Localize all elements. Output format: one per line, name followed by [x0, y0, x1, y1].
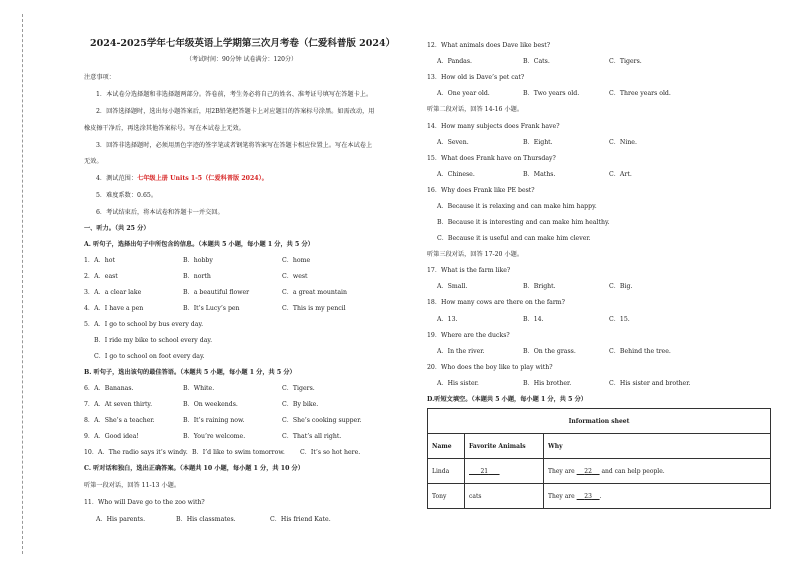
table-row	[428, 484, 771, 509]
note-3: 3．回答非选择题时，必须用黑色字迹的签字笔或者钢笔将答案写在答题卡相应位置上。写在本试卷上	[96, 142, 373, 149]
table-caption: Information sheet	[428, 409, 771, 434]
information-sheet-table	[427, 408, 771, 509]
note-6: 6．考试结束后，将本试卷和答题卡一并交回。	[96, 209, 224, 216]
section-c-sub: 听第一段对话，回答 11-13 小题。	[84, 482, 181, 489]
section-3-sub: 听第三段对话，回答 17-20 小题。	[427, 251, 524, 258]
question-16-option-c: C．Because it is useful and can make him clever.	[437, 235, 591, 242]
note-2: 2．回答选择题时，选出每小题答案后，用2B铅笔把答题卡上对应题目的答案标号涂黑。如需改动，用	[96, 108, 375, 115]
question-20: 20．Who does the boy like to play with?	[427, 364, 553, 371]
question-16: 16．Why does Frank like PE best?	[427, 187, 535, 194]
blank-23[interactable]: 23	[584, 492, 592, 500]
section-c-heading: C. 听对话和独白，选出正确答案。（本题共 10 小题，每小题 1 分，共 10 分）	[84, 465, 304, 472]
question-19: 19．Where are the ducks?	[427, 332, 510, 339]
section-d-heading: D.听短文填空。（本题共 5 小题，每小题 1 分，共 5 分）	[427, 396, 587, 403]
section-2-sub: 听第二段对话，回答 14-16 小题。	[427, 106, 524, 113]
note-2-cont: 橡皮擦干净后，再选涂其他答案标号。写在本试卷上无效。	[84, 125, 245, 132]
question-15: 15．What does Frank have on Thursday?	[427, 155, 556, 162]
section-a-heading: A. 听句子，选择出句子中所包含的信息。（本题共 5 小题，每小题 1 分，共 5 分）	[84, 241, 314, 248]
question-17: 17．What is the farm like?	[427, 267, 511, 274]
question-5-a: 5．A．I go to school by bus every day.	[84, 321, 204, 328]
scope-label: 4．测试范围：	[96, 175, 138, 182]
row-animal: cats	[465, 484, 544, 509]
section-b-heading: B. 听句子，选出该句的最佳答语。（本题共 5 小题，每小题 1 分，共 5 分）	[84, 369, 296, 376]
question-14: 14．How many subjects does Frank have?	[427, 123, 560, 130]
question-5-b: B．I ride my bike to school every day.	[94, 337, 213, 344]
row-name: Linda	[428, 459, 465, 484]
binding-margin	[8, 14, 23, 554]
question-16-option-a: A．Because it is relaxing and can make him happy.	[437, 203, 597, 210]
row-why: They are 22 and can help people.	[544, 459, 771, 484]
table-row	[428, 459, 771, 484]
exam-title: 2024-2025学年七年级英语上学期第三次月考卷（仁爱科普版 2024）	[90, 38, 396, 49]
exam-page: 2024-2025学年七年级英语上学期第三次月考卷（仁爱科普版 2024） （考试时间：90分钟 试卷满分：120分） 注意事项： 1．本试卷分选择题和非选择题两部分。答卷前，考生务必将自己的姓名、准考证号填写在答题卡上。 2．回答选择题时，选出每小题答案后，用2B铅笔把答题卡上对应题目的答案标号涂黑。如需改动，用 橡皮擦干净后，再选涂其他答案标号。写在本试卷上无效。 3．回答非选择题时，必须用黑色字迹的签字笔或者钢笔将答案写在答题卡相应位置上。写在本试卷上 无效。 4．测试范围：七年级上册 Units 1-5（仁爱科普版 2024）。 5．难度系数：0.65。 6．考试结束后，将本试卷和答题卡一并交回。 一、听力。（共 25 分） A. 听句子，选择出句子中所包含的信息。（本题共 5 小题，每小题 1 分，共 5 分） 1．A．hot B．hobby C．home 2．A．east B．north C．west 3．A．a clear lake B．a beautiful flower C．a great mountain 4．A．I have a pen B．It’s Lucy’s pen C．This is my pencil 5．A．I go to school by bus every day. B．I ride my bike to school every day. C．I go to school on foot every day. B. 听句子，选出该句的最佳答语。（本题共 5 小题，每小题 1 分，共 5 分） 6．A．Bananas. B．White. C．Tigers. 7．A．At seven thirty. B．On weekends. C．By bike. 8．A．She’s a teacher. B．It’s raining now. C．She’s cooking supper. 9．A．Good idea! B．You’re welcome. C．That’s all right. 10．A．The radio says it’s windy. B．I’d like to swim tomorrow. C．It’s so hot here. C. 听对话和独白，选出正确答案。（本题共 10 小题，每小题 1 分，共 10 分） 听第一段对话，回答 11-13 小题。 11．Who will Dave go to the zoo with? A．His parents. B．His classmates. C．His friend Kate. 12．What animals does Dave like best? A．Pandas. B．Cats. C．Tigers. 13．How old is Dave’s pet cat? A．One year old. B．Two years old. C．Three years old. 听第二段对话，回答 14-16 小题。 14．How many subjects does Frank have? A．Seven. B．Eight. C．Nine. 15．What does Frank have on Thursday? A．Chinese. B．Maths. C．Art. 16．Why does Frank like PE best? A．Because it is relaxing and can make him happy. B．Because it is interesting and can make him healthy. C．Because it is useful and can make him clever. 听第三段对话，回答 17-20 小题。 17．What is the farm like? A．Small. B．Bright. C．Big. 18．How many cows are there on the farm? A．13. B．14. C．15. 19．Where are the ducks? A．In the river. B．On the grass. C．Behind the tree. 20．Who does the boy like to play with? A．His sister. B．His brother. C．His sister and brother. D.听短文填空。（本题共 5 小题，每小题 1 分，共 5 分） Information sheet Name Favorite Animals Why Linda 21 They are 22 and can help people. Tony cats They are 23 .	[0, 0, 794, 562]
note-1: 1．本试卷分选择题和非选择题两部分。答卷前，考生务必将自己的姓名、准考证号填写在答题卡上。	[96, 91, 373, 98]
blank-21[interactable]: 21	[480, 467, 489, 475]
question-13: 13．How old is Dave’s pet cat?	[427, 74, 525, 81]
row-name: Tony	[428, 484, 465, 509]
header-favorite-animals: Favorite Animals	[465, 434, 544, 459]
note-3-cont: 无效。	[84, 158, 103, 165]
exam-subtitle: （考试时间：90分钟 试卷满分：120分）	[186, 56, 297, 63]
part-1-heading: 一、听力。（共 25 分）	[84, 225, 150, 232]
note-4	[96, 175, 268, 183]
notes-heading: 注意事项：	[84, 74, 115, 81]
scope-value: 七年级上册 Units 1-5（仁爱科普版 2024）。	[137, 175, 268, 182]
question-16-option-b: B．Because it is interesting and can make him healthy.	[437, 219, 610, 226]
question-5-c: C．I go to school on foot every day.	[94, 353, 205, 360]
note-5: 5．难度系数：0.65。	[96, 192, 158, 199]
row-animal	[465, 459, 544, 484]
header-why: Why	[544, 434, 771, 459]
header-name: Name	[428, 434, 465, 459]
question-18: 18．How many cows are there on the farm?	[427, 299, 565, 306]
row-why: They are 23 .	[544, 484, 771, 509]
question-11: 11．Who will Dave go to the zoo with?	[84, 499, 205, 506]
blank-22[interactable]: 22	[584, 467, 592, 475]
question-12: 12．What animals does Dave like best?	[427, 42, 551, 49]
